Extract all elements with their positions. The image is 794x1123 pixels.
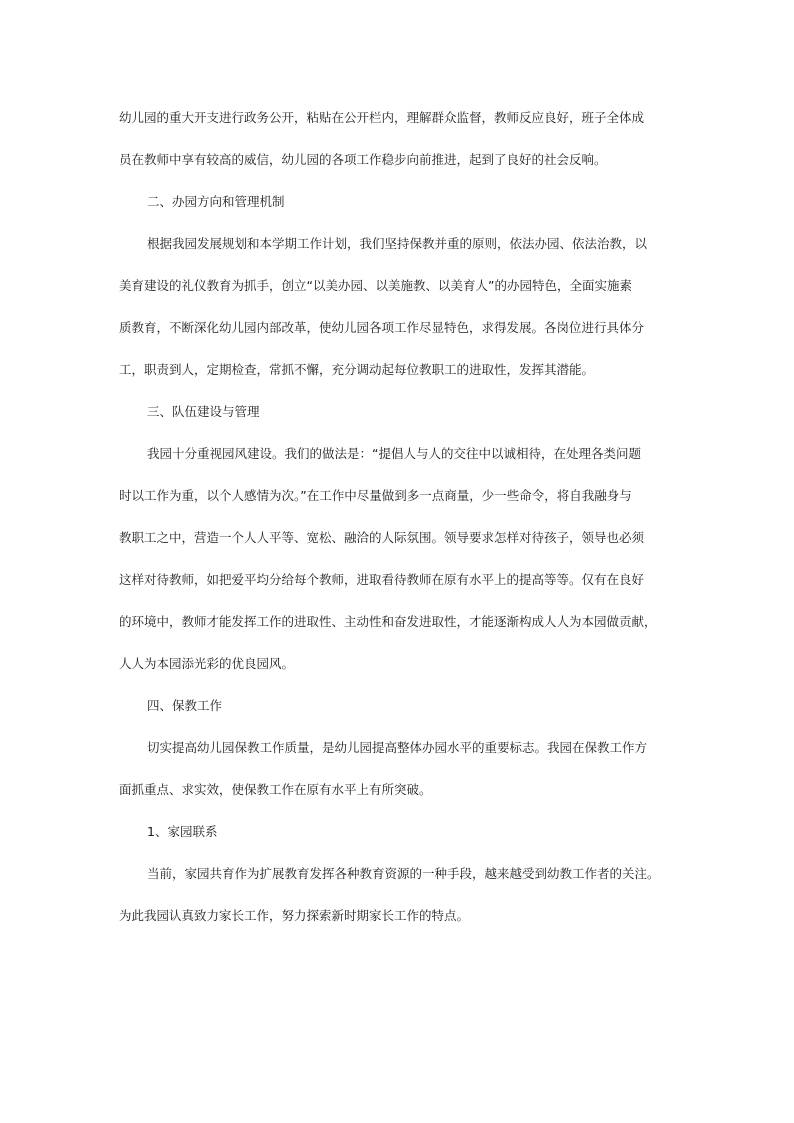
paragraph-line: 的环境中，教师才能发挥工作的进取性、主动性和奋发进取性，才能逐渐构成人人为本园做贡献， [119,614,657,629]
paragraph-line: 质教育，不断深化幼儿园内部改革，使幼儿园各项工作尽显特色，求得发展。各岗位进行具体分 [119,320,645,335]
paragraph-line: 根据我园发展规划和本学期工作计划，我们坚持保教并重的原则，依法办园、依法治教，以 [147,236,648,251]
paragraph-line: 人人为本园添光彩的优良园风。 [119,656,295,671]
paragraph-line: 切实提高幼儿园保教工作质量，是幼儿园提高整体办园水平的重要标志。我园在保教工作方 [147,740,648,755]
section-heading: 四、保教工作 [147,698,223,713]
section-heading: 二、办园方向和管理机制 [147,194,285,209]
paragraph-line: 当前，家园共育作为扩展教育发挥各种教育资源的一种手段，越来越受到幼教工作者的关注。 [147,866,660,881]
paragraph-line: 为此我园认真致力家长工作，努力探索新时期家长工作的特点。 [119,908,470,923]
paragraph-line: 时以工作为重，以个人感情为次。”在工作中尽量做到多一点商量，少一些命令，将自我融身与 [119,488,632,503]
paragraph-line: 美育建设的礼仪教育为抓手，创立“以美办园、以美施教、以美育人”的办园特色，全面实施素 [119,278,632,293]
paragraph-line: 面抓重点、求实效，使保教工作在原有水平上有所突破。 [119,782,432,797]
subsection-heading: 1、家园联系 [147,824,218,839]
paragraph-line: 我园十分重视园风建设。我们的做法是：“提倡人与人的交往中以诚相待，在处理各类问题 [147,446,641,461]
paragraph-line: 员在教师中享有较高的威信，幼儿园的各项工作稳步向前推进，起到了良好的社会反响。 [119,152,607,167]
paragraph-line: 这样对待教师，如把爱平均分给每个教师，进取看待教师在原有水平上的提高等等。仅有在良好 [119,572,645,587]
paragraph-line: 工，职责到人，定期检查，常抓不懈，充分调动起每位教职工的进取性，发挥其潜能。 [119,362,595,377]
section-heading: 三、队伍建设与管理 [147,404,260,419]
paragraph-line: 教职工之中，营造一个人人平等、宽松、融洽的人际氛围。领导要求怎样对待孩子，领导也必须 [119,530,645,545]
paragraph-line: 幼儿园的重大开支进行政务公开，粘贴在公开栏内，理解群众监督，教师反应良好，班子全体成 [119,110,645,125]
